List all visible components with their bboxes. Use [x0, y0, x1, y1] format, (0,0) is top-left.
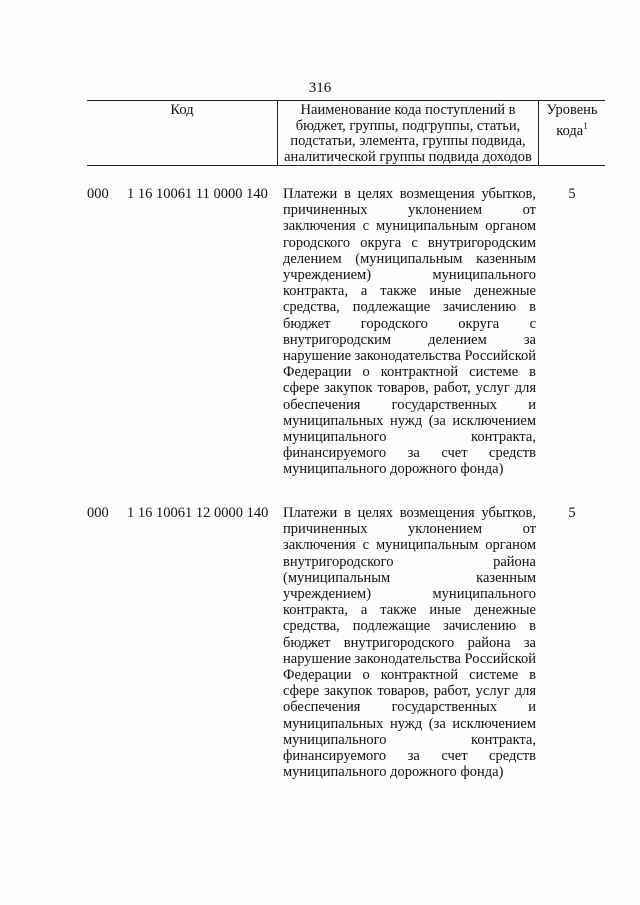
header-level-label: Уровень кода	[546, 102, 598, 139]
table-row	[0, 186, 640, 506]
row-admin-code: 000	[87, 505, 109, 521]
table-row	[0, 505, 640, 810]
row-description: Платежи в целях возмещения убытков, причиненных уклонением от заключения с муниципальным органом городского округа с внутригородским делением (муниципальным казенным учреждением) муниципального контракта, а также иные денежные средства, подлежащие зачислению в бюджет городского округа с внутригородским делением за нарушение законодательства Российской Федерации о контрактной системе в сфере закупок товаров, работ, услуг для обеспечения государственных и муниципальных нужд (за исключением муниципального контракта, финансируемого за счет средств муниципального дорожного фонда)	[283, 186, 537, 478]
page-number: 316	[308, 80, 332, 96]
header-code: Код	[170, 102, 194, 118]
row-level: 5	[568, 505, 576, 521]
row-admin-code: 000	[87, 186, 109, 202]
row-budget-code: 1 16 10061 12 0000 140	[127, 505, 269, 521]
row-description: Платежи в целях возмещения убытков, причиненных уклонением от заключения с муниципальным органом внутригородского района (муниципальным казенным учреждением) муниципального контракта, а также иные денежные средства, подлежащие зачислению в бюджет внутригородского района за нарушение законодательства Российской Федерации о контрактной системе в сфере закупок товаров, работ, услуг для обеспечения государственных и муниципальных нужд (за исключением муниципального контракта, финансируемого за счет средств муниципального дорожного фонда)	[283, 505, 537, 781]
header-level-footnote: 1	[583, 120, 588, 131]
header-name: Наименование кода поступлений в бюджет, группы, подгруппы, статьи, подстатьи, элемента, группы подвида, аналитической группы подвида доходов	[277, 101, 539, 165]
row-level: 5	[568, 186, 576, 202]
row-budget-code: 1 16 10061 11 0000 140	[127, 186, 268, 202]
table-header	[87, 100, 605, 166]
header-level	[539, 101, 605, 165]
